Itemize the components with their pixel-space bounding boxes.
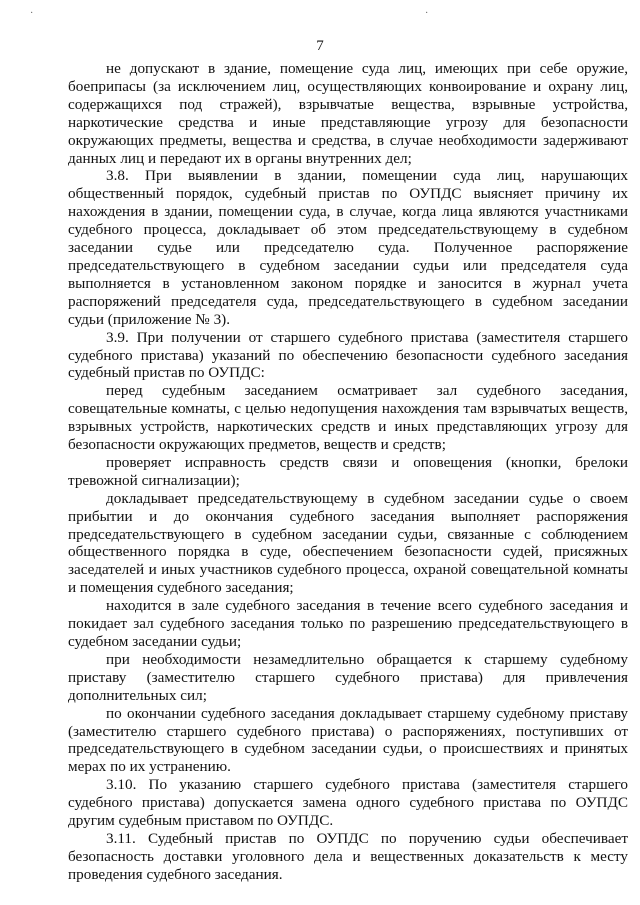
paragraph: 3.11. Судебный пристав по ОУПДС по поручению судьи обеспечивает безопасность доставки уголовного дела и вещественных доказательств к месту проведения судебного заседания. xyxy=(68,829,628,883)
page-number: 7 xyxy=(316,38,324,54)
document-body xyxy=(68,60,628,884)
paragraph: по окончании судебного заседания докладывает старшему судебному приставу (заместителю старшего судебного пристава) о распоряжениях, поступивших от председательствующего в судебном заседании судьи, о происшествиях и принятых мерах по их устранению. xyxy=(68,704,628,776)
paragraph: не допускают в здание, помещение суда лиц, имеющих при себе оружие, боеприпасы (за исключением лиц, осуществляющих конвоирование и охрану лиц, содержащихся под стражей), взрывчатые вещества, взрывные устройства, наркотические средства и иные представляющие угрозу для безопасности окружающих предметы, вещества и средства, в случае необходимости задерживают данных лиц и передают их в органы внутренних дел; xyxy=(68,60,628,167)
paragraph: при необходимости незамедлительно обращается к старшему судебному приставу (заместителю старшего судебного пристава) для привлечения дополнительных сил; xyxy=(68,650,628,704)
paragraph: проверяет исправность средств связи и оповещения (кнопки, брелоки тревожной сигнализации); xyxy=(68,453,628,489)
paragraph: 3.8. При выявлении в здании, помещении суда лиц, нарушающих общественный порядок, судебный пристав по ОУПДС выясняет причину их нахождения в здании, помещении суда, в случае, когда лица являются участниками судебного процесса, докладывает об этом председательствующему в судебном заседании судье или председателю суда. Полученное распоряжение председательствующего в судебном заседании судьи или председателя суда выполняется в установленном законом порядке и заносится в журнал учета распоряжений председателя суда, председательствующего в судебном заседании судьи (приложение № 3). xyxy=(68,167,628,328)
paragraph: находится в зале судебного заседания в течение всего судебного заседания и покидает зал судебного заседания только по разрешению председательствующего в судебном заседании судьи; xyxy=(68,597,628,650)
paragraph: 3.10. По указанию старшего судебного пристава (заместителя старшего судебного пристава) допускается замена одного судебного пристава по ОУПДС другим судебным приставом по ОУПДС. xyxy=(68,776,628,830)
paragraph: перед судебным заседанием осматривает зал судебного заседания, совещательные комнаты, с целью недопущения нахождения там взрывчатых веществ, взрывных устройств, наркотических средств и иных представляющих угрозу для безопасности окружающих предметов, веществ и средств; xyxy=(68,382,628,454)
paragraph: докладывает председательствующему в судебном заседании судье о своем прибытии и до окончания судебного заседания выполняет распоряжения председательствующего в судебном заседании судьи, связанные с соблюдением общественного порядка в суде, обеспечением безопасности судей, присяжных заседателей и иных участников судебного процесса, охраной совещательной комнаты и помещения судебного заседания; xyxy=(68,489,628,597)
scan-mark: · xyxy=(425,8,429,19)
paragraph: 3.9. При получении от старшего судебного пристава (заместителя старшего судебного пристава) указаний по обеспечению безопасности судебного заседания судебный пристав по ОУПДС: xyxy=(68,328,628,382)
scan-mark: · xyxy=(30,8,34,19)
